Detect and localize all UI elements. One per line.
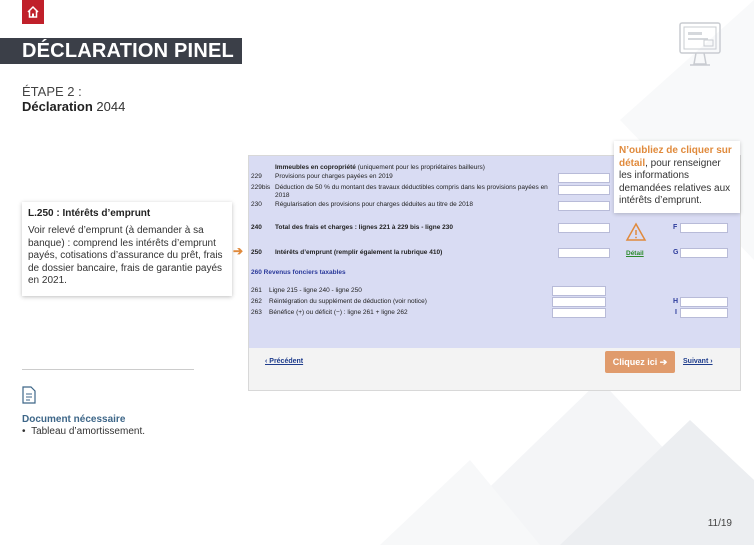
section-heading xyxy=(275,164,485,171)
step-label: ÉTAPE 2 : xyxy=(22,84,82,99)
amount-input[interactable] xyxy=(680,248,728,258)
row-label: Intérêts d’emprunt (remplir également la rubrique 410) xyxy=(275,249,443,256)
row-num: 229 xyxy=(251,173,262,180)
step-bold: Déclaration xyxy=(22,99,93,114)
info-box xyxy=(22,202,232,296)
amount-input[interactable] xyxy=(558,201,610,211)
step-subtitle xyxy=(22,99,125,114)
arrow-right-icon: ➔ xyxy=(233,244,244,258)
amount-input[interactable] xyxy=(680,297,728,307)
document-item-text: Tableau d’amortissement. xyxy=(31,426,146,437)
row-num: 263 xyxy=(251,309,262,316)
amount-input[interactable] xyxy=(558,223,610,233)
row-num: 261 xyxy=(251,287,262,294)
click-here-button[interactable]: Cliquez ici ➔ xyxy=(605,351,675,373)
document-item: • Tableau d’amortissement. xyxy=(22,426,146,437)
field-letter: G xyxy=(673,249,679,256)
amount-input[interactable] xyxy=(552,297,606,307)
row-label: Provisions pour charges payées en 2019 xyxy=(275,173,393,180)
amount-input[interactable] xyxy=(558,248,610,258)
document-title: Document nécessaire xyxy=(22,414,126,425)
section-heading-bold: Immeubles en copropriété xyxy=(275,164,356,171)
row-label: Réintégration du supplément de déduction (voir notice) xyxy=(269,298,427,305)
amount-input[interactable] xyxy=(552,286,606,296)
row-label: 2018 xyxy=(275,192,290,199)
amount-input[interactable] xyxy=(552,308,606,318)
amount-input[interactable] xyxy=(680,223,728,233)
computer-monitor-icon xyxy=(678,20,722,72)
home-button[interactable] xyxy=(22,0,44,24)
row-label: Ligne 215 - ligne 240 - ligne 250 xyxy=(269,287,362,294)
row-num: 262 xyxy=(251,298,262,305)
revenus-heading: 260 Revenus fonciers taxables xyxy=(251,269,346,276)
page-number: 11/19 xyxy=(707,518,732,529)
amount-input[interactable] xyxy=(558,173,610,183)
field-letter: H xyxy=(673,298,679,305)
next-link[interactable]: Suivant › xyxy=(683,358,713,365)
home-icon xyxy=(26,5,40,19)
row-label: Régularisation des provisions pour charges déduites au titre de 2018 xyxy=(275,201,474,208)
previous-link[interactable]: ‹ Précédent xyxy=(265,358,304,365)
tooltip-text: , pour renseigner les informations demandées relatives aux intérêts d’emprunt. xyxy=(619,157,731,206)
field-letter: F xyxy=(673,224,678,231)
field-letter: I xyxy=(675,309,677,316)
row-label: Total des frais et charges : lignes 221 à 229 bis - ligne 230 xyxy=(275,224,453,231)
detail-link[interactable]: Détail xyxy=(626,250,644,257)
row-num: 230 xyxy=(251,201,262,208)
info-title: L.250 : Intérêts d’emprunt xyxy=(28,208,151,219)
step-rest: 2044 xyxy=(92,99,126,114)
tooltip-highlight: N’oubliez de cliquer sur détail xyxy=(619,145,732,169)
document-icon xyxy=(22,386,36,404)
row-num: 229bis xyxy=(251,184,271,191)
row-num: 240 xyxy=(251,224,262,231)
page-title: DÉCLARATION PINEL xyxy=(22,40,234,62)
row-label: Bénéfice (+) ou déficit (−) : ligne 261 + ligne 262 xyxy=(269,309,408,316)
info-text: Voir relevé d’emprunt (à demander à sa banque) : comprend les intérêts d’emprunt payés, cotisations d’assurance du prêt, frais de dossier bancaire, frais de garantie payés en 2021. xyxy=(28,225,223,286)
row-num: 250 xyxy=(251,249,262,256)
tooltip-note xyxy=(614,141,740,213)
row-label: Déduction de 50 % du montant des travaux déductibles compris dans les provisions payées en xyxy=(275,184,548,191)
divider xyxy=(22,369,194,370)
warning-icon xyxy=(625,222,647,242)
amount-input[interactable] xyxy=(558,185,610,195)
section-heading-rest: (uniquement pour les propriétaires bailleurs) xyxy=(355,164,485,171)
amount-input[interactable] xyxy=(680,308,728,318)
